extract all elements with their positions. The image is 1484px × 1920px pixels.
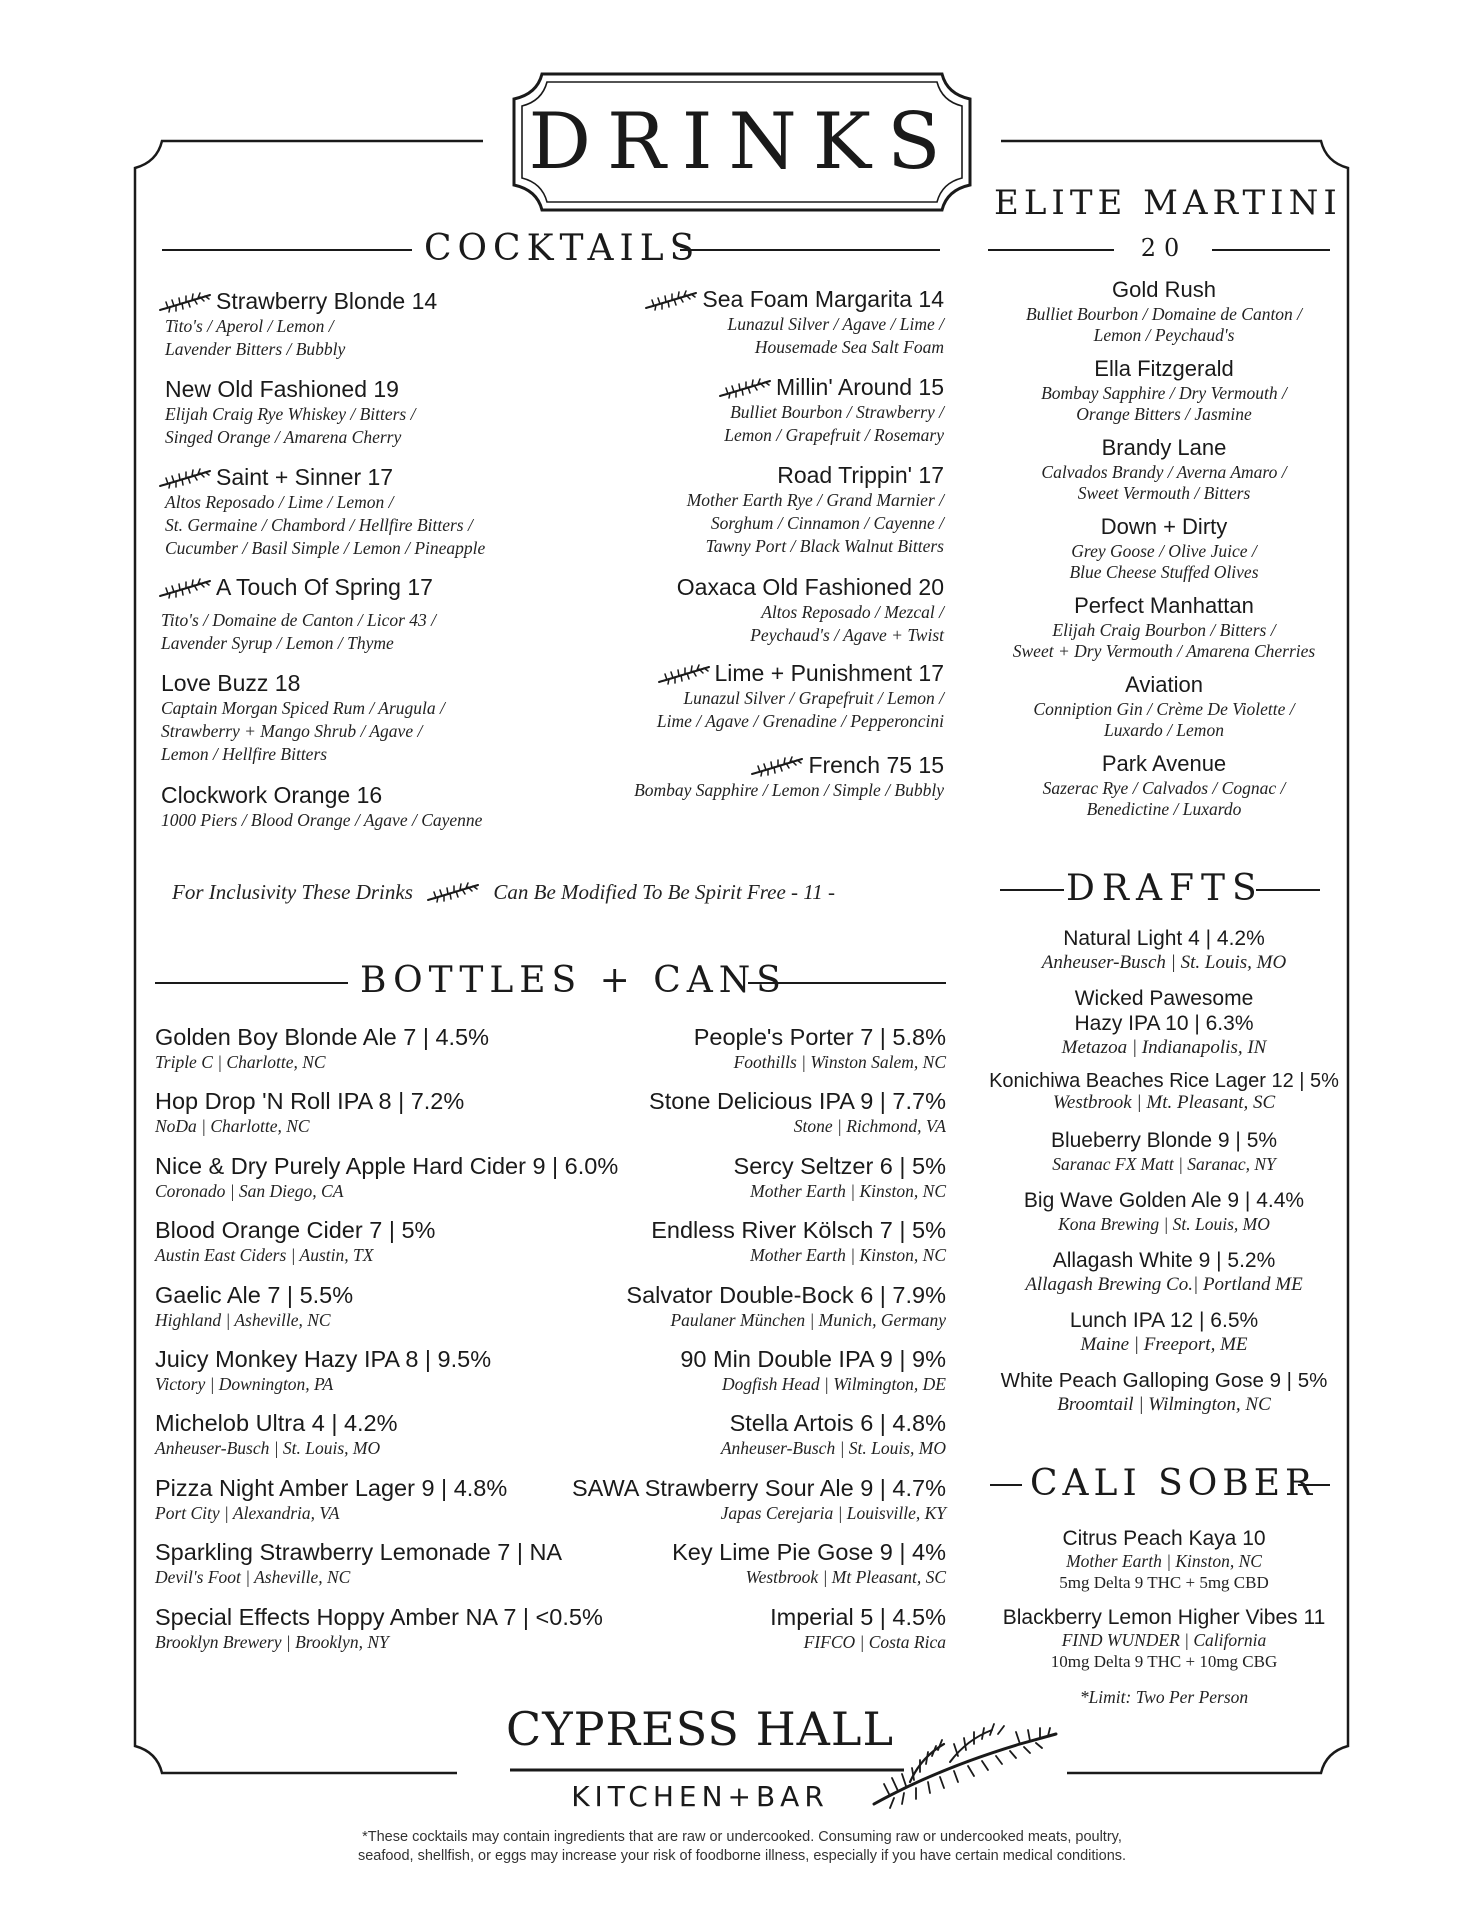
martini-heading: ELITE MARTINI bbox=[994, 183, 1342, 223]
spirit-free-note: For Inclusivity These Drinks Can Be Modified To Be Spirit Free - 11 - bbox=[172, 880, 835, 904]
draft-item: White Peach Galloping Gose 9 | 5% Broomtail | Wilmington, NC bbox=[1000, 1369, 1328, 1415]
bottle-item: Michelob Ultra 4 | 4.2% Anheuser-Busch | St. Louis, MO bbox=[155, 1410, 398, 1459]
bottle-item: Sparkling Strawberry Lemonade 7 | NA Devil's Foot | Asheville, NC bbox=[155, 1539, 563, 1588]
page-title: DRINKS bbox=[528, 97, 957, 187]
bottle-item: Pizza Night Amber Lager 9 | 4.8% Port City | Alexandria, VA bbox=[155, 1474, 508, 1523]
cocktail-item: Road Trippin' 17 Mother Earth Rye / Grand Marnier / Sorghum / Cinnamon / Cayenne / Tawny Port / Black Walnut Bitters bbox=[686, 462, 944, 556]
draft-item: Natural Light 4 | 4.2% Anheuser-Busch | St. Louis, MO bbox=[1041, 927, 1287, 973]
bottle-item: Salvator Double-Bock 6 | 7.9% Paulaner München | Munich, Germany bbox=[626, 1281, 946, 1330]
cali-sober-list bbox=[984, 1526, 1344, 1709]
brand-sub: KITCHEN+BAR bbox=[571, 1780, 829, 1813]
bottle-item: Key Lime Pie Gose 9 | 4% Westbrook | Mt Pleasant, SC bbox=[672, 1539, 946, 1588]
cocktails-heading: COCKTAILS bbox=[424, 228, 701, 269]
bottles-heading: BOTTLES + CANS bbox=[360, 960, 787, 1001]
bottles-left-column bbox=[155, 1024, 618, 1668]
cali-sober-heading: CALI SOBER bbox=[1030, 1463, 1318, 1504]
bottle-item: Nice & Dry Purely Apple Hard Cider 9 | 6.0% Coronado | San Diego, CA bbox=[155, 1152, 619, 1201]
bottle-item: Special Effects Hoppy Amber NA 7 | <0.5% Brooklyn Brewery | Brooklyn, NY bbox=[155, 1603, 603, 1652]
cocktail-item: Clockwork Orange 16 1000 Piers / Blood Orange / Agave / Cayenne bbox=[161, 782, 483, 830]
draft-item: Big Wave Golden Ale 9 | 4.4% Kona Brewing | St. Louis, MO bbox=[1023, 1189, 1305, 1234]
cypress-branch-logo-icon bbox=[870, 1704, 1060, 1814]
martini-item: Gold Rush Bulliet Bourbon / Domaine de Canton / Lemon / Peychaud's bbox=[1025, 277, 1303, 345]
bottle-item: 90 Min Double IPA 9 | 9% Dogfish Head | Wilmington, DE bbox=[680, 1345, 946, 1394]
martini-item: Perfect Manhattan Elijah Craig Bourbon / Bitters / Sweet + Dry Vermouth / Amarena Cherries bbox=[1012, 593, 1316, 661]
cocktail-item: Oaxaca Old Fashioned 20 Altos Reposado / Mezcal / Peychaud's / Agave + Twist bbox=[676, 574, 944, 645]
bottle-item: Sercy Seltzer 6 | 5% Mother Earth | Kinston, NC bbox=[733, 1152, 946, 1201]
sprig-icon bbox=[426, 881, 480, 903]
martini-item: Ella Fitzgerald Bombay Sapphire / Dry Vermouth / Orange Bitters / Jasmine bbox=[1041, 356, 1287, 424]
martini-price: 20 bbox=[1140, 234, 1188, 262]
bottle-item: Endless River Kölsch 7 | 5% Mother Earth | Kinston, NC bbox=[651, 1217, 946, 1266]
martini-list bbox=[990, 276, 1338, 829]
cocktail-item: A Touch Of Spring 17 Tito's / Domaine de Canton / Licor 43 / Lavender Syrup / Lemon / Thyme bbox=[158, 574, 436, 655]
bottle-item: SAWA Strawberry Sour Ale 9 | 4.7% Japas Cerejaria | Louisville, KY bbox=[572, 1474, 946, 1523]
sprig-icon bbox=[158, 467, 212, 489]
cocktail-item: Sea Foam Margarita 14 Lunazul Silver / Agave / Lime / Housemade Sea Salt Foam bbox=[644, 286, 944, 359]
bottle-item: Imperial 5 | 4.5% FIFCO | Costa Rica bbox=[770, 1603, 946, 1652]
bottle-item: Gaelic Ale 7 | 5.5% Highland | Asheville, NC bbox=[155, 1281, 354, 1330]
drafts-list bbox=[984, 926, 1344, 1428]
bottles-right-column bbox=[572, 1024, 946, 1668]
sprig-icon bbox=[644, 289, 698, 311]
bottle-item: People's Porter 7 | 5.8% Foothills | Winston Salem, NC bbox=[693, 1024, 946, 1072]
bottle-item: Hop Drop 'N Roll IPA 8 | 7.2% NoDa | Charlotte, NC bbox=[155, 1088, 465, 1137]
cocktail-item: Millin' Around 15 Bulliet Bourbon / Strawberry / Lemon / Grapefruit / Rosemary bbox=[718, 374, 944, 447]
limit-note: *Limit: Two Per Person bbox=[1079, 1687, 1249, 1707]
martini-item: Aviation Conniption Gin / Crème De Violette / Luxardo / Lemon bbox=[1033, 672, 1295, 740]
bottle-item: Juicy Monkey Hazy IPA 8 | 9.5% Victory | Downington, PA bbox=[155, 1345, 492, 1394]
cali-sober-item: Blackberry Lemon Higher Vibes 11 FIND WUNDER | California 10mg Delta 9 THC + 10mg CBG bbox=[1002, 1606, 1326, 1671]
cocktail-item: Saint + Sinner 17 Altos Reposado / Lime / Lemon / St. Germaine / Chambord / Hellfire Bitters / Cucumber / Basil Simple / Lemon / Pineapple bbox=[158, 464, 485, 560]
martini-item: Brandy Lane Calvados Brandy / Averna Amaro / Sweet Vermouth / Bitters bbox=[1041, 435, 1287, 503]
cocktail-item: New Old Fashioned 19 Elijah Craig Rye Whiskey / Bitters / Singed Orange / Amarena Cherry bbox=[165, 376, 416, 447]
bottle-item: Stone Delicious IPA 9 | 7.7% Stone | Richmond, VA bbox=[649, 1088, 946, 1137]
cocktail-item: Strawberry Blonde 14 Tito's / Aperol / Lemon / Lavender Bitters / Bubbly bbox=[158, 288, 437, 361]
draft-item: Wicked Pawesome Hazy IPA 10 | 6.3% Metazoa | Indianapolis, IN bbox=[1061, 987, 1267, 1058]
martini-item: Down + Dirty Grey Goose / Olive Juice / Blue Cheese Stuffed Olives bbox=[1069, 514, 1259, 582]
draft-item: Konichiwa Beaches Rice Lager 12 | 5% Westbrook | Mt. Pleasant, SC bbox=[989, 1070, 1339, 1113]
draft-item: Blueberry Blonde 9 | 5% Saranac FX Matt | Saranac, NY bbox=[1050, 1129, 1278, 1174]
bottle-item: Blood Orange Cider 7 | 5% Austin East Ciders | Austin, TX bbox=[155, 1217, 436, 1266]
sprig-icon bbox=[718, 377, 772, 399]
bottle-item: Golden Boy Blonde Ale 7 | 4.5% Triple C | Charlotte, NC bbox=[155, 1024, 490, 1072]
sprig-icon bbox=[158, 577, 212, 599]
disclaimer: *These cocktails may contain ingredients that are raw or undercooked. Consuming raw or undercooked meats, poultry, seafood, shellfish, or eggs may increase your risk of foodborne illness, especially if you have certain medical conditions. bbox=[357, 1829, 1127, 1864]
draft-item: Allagash White 9 | 5.2% Allagash Brewing Co.| Portland ME bbox=[1025, 1249, 1303, 1295]
bottle-item: Stella Artois 6 | 4.8% Anheuser-Busch | St. Louis, MO bbox=[720, 1410, 946, 1459]
sprig-icon bbox=[657, 663, 711, 685]
cocktail-item: French 75 15 Bombay Sapphire / Lemon / Simple / Bubbly bbox=[634, 752, 944, 800]
sprig-icon bbox=[750, 755, 804, 777]
cali-sober-item: Citrus Peach Kaya 10 Mother Earth | Kinston, NC 5mg Delta 9 THC + 5mg CBD bbox=[1059, 1527, 1269, 1592]
brand-logo bbox=[500, 1702, 1060, 1822]
cocktail-item: Love Buzz 18 Captain Morgan Spiced Rum / Arugula / Strawberry + Mango Shrub / Agave / Lemon / Hellfire Bitters bbox=[161, 670, 445, 764]
brand-name: CYPRESS HALL bbox=[506, 1702, 894, 1756]
draft-item: Lunch IPA 12 | 6.5% Maine | Freeport, ME bbox=[1069, 1309, 1259, 1355]
martini-item: Park Avenue Sazerac Rye / Calvados / Cognac / Benedictine / Luxardo bbox=[1042, 751, 1286, 819]
cocktail-item: Lime + Punishment 17 Lunazul Silver / Grapefruit / Lemon / Lime / Agave / Grenadine / Pepperoncini bbox=[656, 660, 944, 731]
drafts-heading: DRAFTS bbox=[1066, 868, 1264, 909]
sprig-icon bbox=[158, 291, 212, 313]
